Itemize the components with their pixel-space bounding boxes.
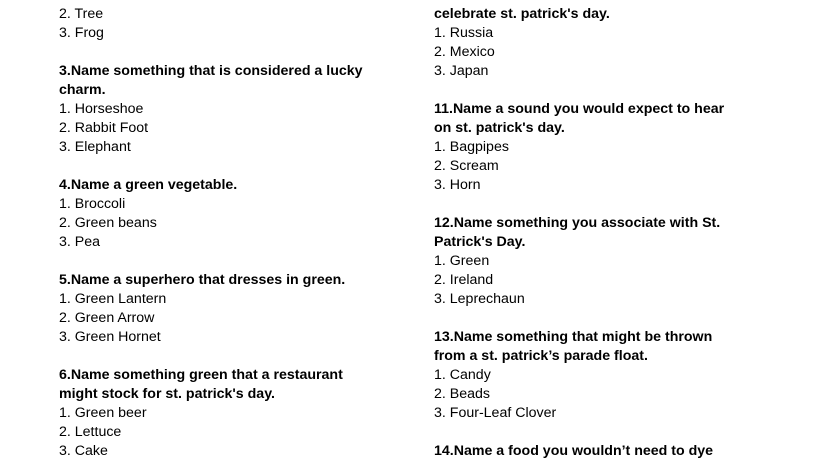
question-block	[59, 366, 389, 461]
answer-line: 2. Mexico	[434, 44, 495, 60]
question-title: charm.	[59, 82, 106, 98]
answer-line: 2. Green Arrow	[59, 310, 155, 326]
answer-line: 3. Frog	[59, 25, 104, 41]
question-title: celebrate st. patrick's day.	[434, 6, 610, 22]
answer-line: 1. Broccoli	[59, 196, 126, 212]
question-title: 6.Name something green that a restaurant	[59, 367, 343, 383]
question-block	[434, 100, 764, 195]
answer-line: 3. Pea	[59, 234, 101, 250]
question-block	[59, 271, 389, 347]
answer-line: 2. Tree	[59, 6, 104, 22]
answer-line: 2. Beads	[434, 386, 491, 402]
answer-line: 2. Green beans	[59, 215, 157, 231]
question-title: from a st. patrick’s parade float.	[434, 348, 648, 364]
question-title: 4.Name a green vegetable.	[59, 177, 238, 193]
question-title: 5.Name a superhero that dresses in green.	[59, 272, 346, 288]
question-title: 14.Name a food you wouldn’t need to dye	[434, 443, 714, 459]
answer-line: 1. Green	[434, 253, 490, 269]
question-title: 11.Name a sound you would expect to hear	[434, 101, 725, 117]
answer-line: 2. Rabbit Foot	[59, 120, 149, 136]
question-title: might stock for st. patrick's day.	[59, 386, 275, 402]
question-block	[434, 214, 764, 309]
question-block	[59, 62, 389, 157]
answer-line: 1. Bagpipes	[434, 139, 509, 155]
answer-line: 3. Elephant	[59, 139, 131, 155]
answer-line: 1. Green Lantern	[59, 291, 167, 307]
answer-line: 3. Four-Leaf Clover	[434, 405, 557, 421]
answer-line: 2. Lettuce	[59, 424, 122, 440]
question-title: on st. patrick's day.	[434, 120, 565, 136]
answer-line: 1. Green beer	[59, 405, 147, 421]
question-title: 12.Name something you associate with St.	[434, 215, 721, 231]
question-block	[59, 176, 389, 252]
question-block	[434, 0, 764, 81]
answer-line: 3. Leprechaun	[434, 291, 525, 307]
question-block	[434, 442, 764, 461]
question-block	[434, 328, 764, 423]
answer-line: 3. Green Hornet	[59, 329, 161, 345]
answer-line: 3. Horn	[434, 177, 481, 193]
answer-line: 1. Candy	[434, 367, 491, 383]
left-column	[59, 0, 389, 461]
answer-line: 1. Russia	[434, 25, 494, 41]
answer-line: 3. Cake	[59, 443, 108, 459]
right-column	[434, 0, 764, 461]
answer-line: 1. Horseshoe	[59, 101, 144, 117]
answer-line: 3. Japan	[434, 63, 489, 79]
answer-line: 2. Scream	[434, 158, 499, 174]
question-title: 3.Name something that is considered a lucky	[59, 63, 363, 79]
question-title: 13.Name something that might be thrown	[434, 329, 713, 345]
answer-line: 2. Ireland	[434, 272, 494, 288]
question-title: Patrick's Day.	[434, 234, 526, 250]
